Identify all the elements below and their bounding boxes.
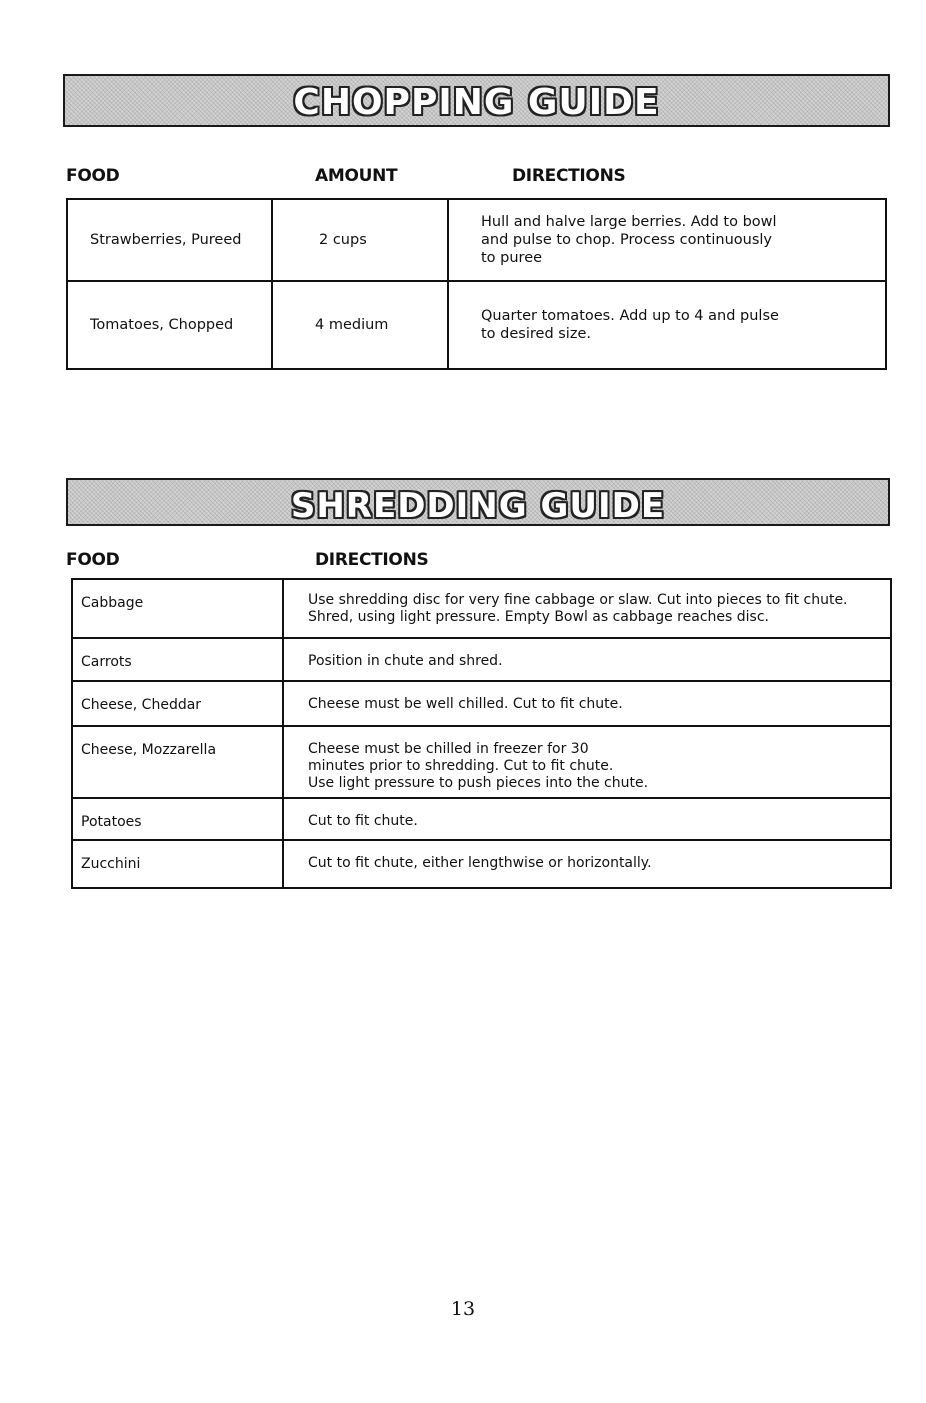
directions-cell bbox=[448, 281, 886, 369]
directions-text: Use shredding disc for very fine cabbage or slaw. Cut into pieces to fit chute. Shred, using light pressure. Empty Bowl as cabbage reaches disc. bbox=[308, 592, 848, 625]
table-row bbox=[67, 281, 886, 369]
directions-text: Quarter tomatoes. Add up to 4 and pulse to desired size. bbox=[481, 308, 779, 342]
table-row bbox=[72, 579, 891, 638]
amount-cell bbox=[272, 281, 448, 369]
food-cell bbox=[72, 726, 283, 798]
shredding-food-header: FOOD bbox=[66, 550, 120, 570]
shredding-guide-table bbox=[71, 578, 892, 889]
chopping-food-header: FOOD bbox=[66, 166, 120, 186]
directions-cell bbox=[448, 199, 886, 281]
food-cell bbox=[67, 281, 272, 369]
food-cell bbox=[72, 579, 283, 638]
table-row bbox=[72, 638, 891, 681]
directions-cell bbox=[283, 638, 891, 681]
shredding-guide-banner bbox=[66, 478, 890, 526]
food-label: Potatoes bbox=[81, 814, 142, 830]
chopping-directions-header: DIRECTIONS bbox=[512, 166, 626, 186]
food-cell bbox=[72, 840, 283, 888]
food-cell bbox=[72, 798, 283, 840]
food-label: Carrots bbox=[81, 654, 132, 670]
table-row bbox=[72, 681, 891, 726]
directions-cell bbox=[283, 798, 891, 840]
shredding-guide-title: SHREDDING GUIDE bbox=[290, 486, 666, 526]
chopping-guide-table bbox=[66, 198, 887, 370]
food-label: Cheese, Cheddar bbox=[81, 697, 202, 713]
food-label: Tomatoes, Chopped bbox=[90, 317, 234, 333]
food-label: Zucchini bbox=[81, 856, 141, 872]
table-row bbox=[72, 726, 891, 798]
food-cell bbox=[67, 199, 272, 281]
food-cell bbox=[72, 681, 283, 726]
chopping-guide-banner bbox=[63, 74, 890, 127]
chopping-amount-header: AMOUNT bbox=[315, 166, 398, 186]
chopping-guide-title: CHOPPING GUIDE bbox=[293, 82, 660, 123]
amount-label: 2 cups bbox=[319, 232, 367, 248]
directions-text: Cheese must be chilled in freezer for 30 minutes prior to shredding. Cut to fit chute. Use light pressure to push pieces into the chute. bbox=[308, 741, 649, 791]
directions-text: Hull and halve large berries. Add to bowl and pulse to chop. Process continuously to puree bbox=[481, 214, 777, 266]
shredding-directions-header: DIRECTIONS bbox=[315, 550, 429, 570]
table-row bbox=[72, 840, 891, 888]
page-number: 13 bbox=[450, 1298, 476, 1320]
directions-cell bbox=[283, 579, 891, 638]
table-row bbox=[67, 199, 886, 281]
directions-cell bbox=[283, 840, 891, 888]
amount-label: 4 medium bbox=[315, 317, 389, 333]
directions-cell bbox=[283, 726, 891, 798]
food-cell bbox=[72, 638, 283, 681]
food-label: Cabbage bbox=[81, 595, 144, 611]
directions-text: Cheese must be well chilled. Cut to fit chute. bbox=[308, 696, 623, 712]
directions-text: Cut to fit chute. bbox=[308, 813, 418, 829]
food-label: Cheese, Mozzarella bbox=[81, 742, 217, 758]
food-label: Strawberries, Pureed bbox=[90, 232, 242, 248]
amount-cell bbox=[272, 199, 448, 281]
directions-text: Cut to fit chute, either lengthwise or horizontally. bbox=[308, 855, 652, 871]
directions-text: Position in chute and shred. bbox=[308, 653, 503, 669]
table-row bbox=[72, 798, 891, 840]
directions-cell bbox=[283, 681, 891, 726]
